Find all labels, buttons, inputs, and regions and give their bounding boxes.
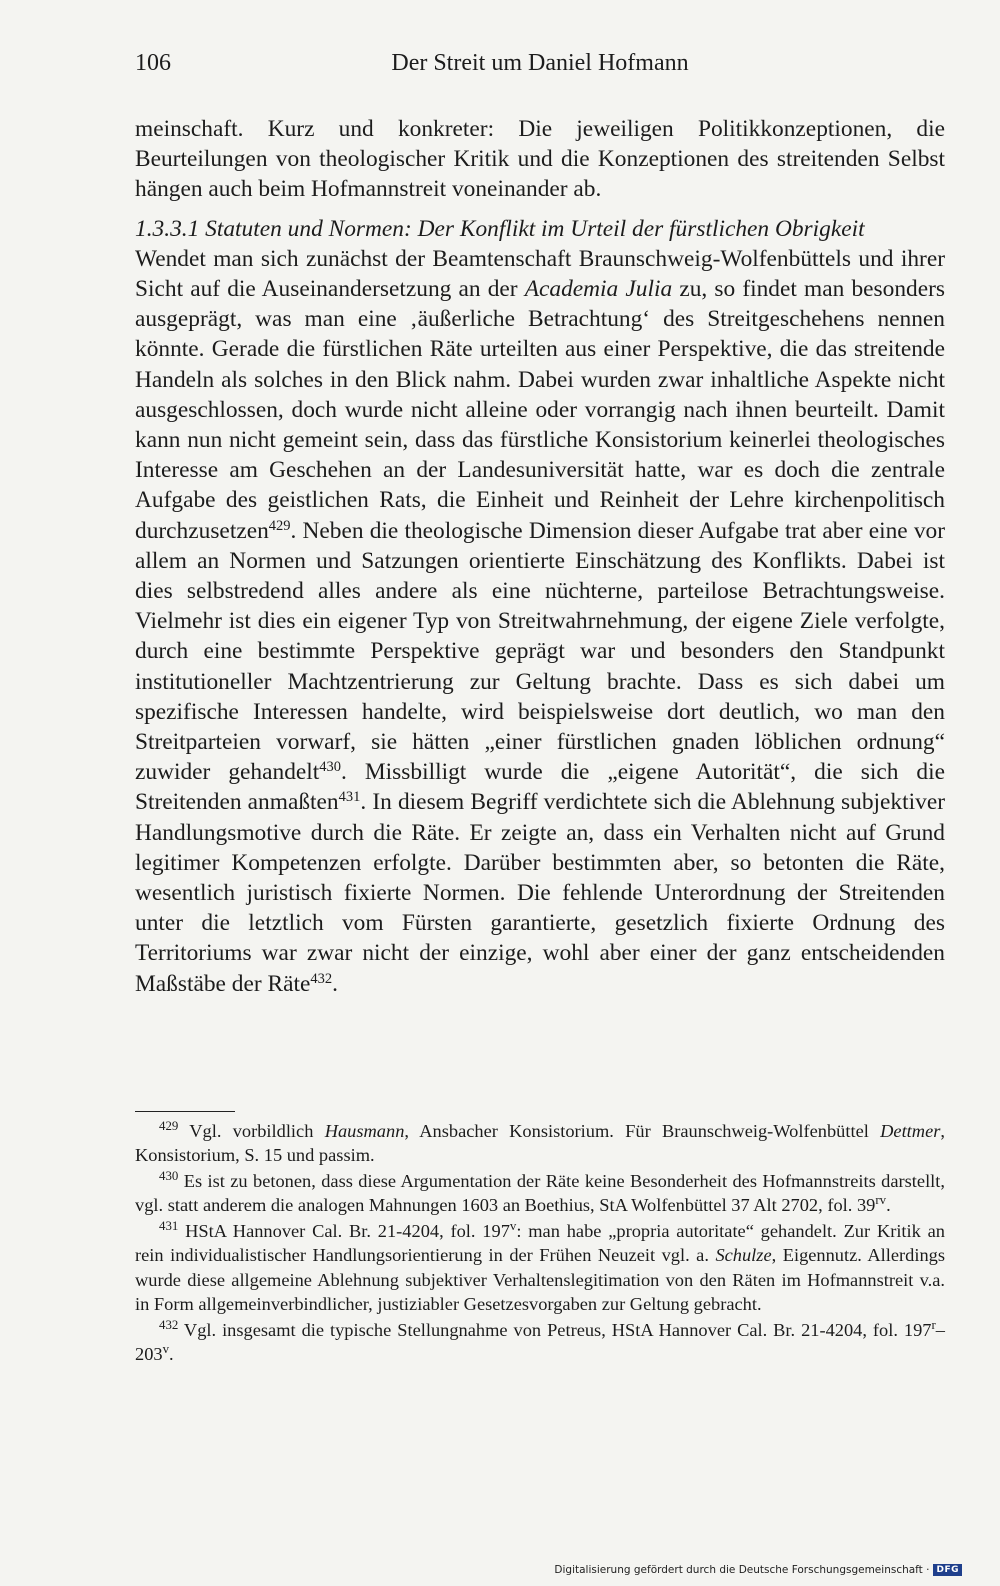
folio-sup: v xyxy=(162,1341,170,1356)
emphasized-term: Academia Julia xyxy=(524,276,673,303)
credit-text: Digitalisierung gefördert durch die Deutsche Forschungsgemeinschaft · xyxy=(554,1564,930,1576)
text-run: . xyxy=(332,970,338,997)
running-title: Der Streit um Daniel Hofmann xyxy=(391,50,689,76)
footnote-divider xyxy=(135,1111,235,1112)
author-name: Hausmann xyxy=(324,1121,405,1141)
text-run: , Ansbacher Konsistorium. Für Braunschweig-Wolfenbüttel xyxy=(404,1121,881,1141)
digitization-credit xyxy=(554,1564,962,1576)
author-name: Schulze xyxy=(715,1245,772,1266)
footnote-ref-430[interactable]: 430 xyxy=(319,759,342,776)
folio-sup: rv xyxy=(875,1193,887,1208)
footnote-number: 431 xyxy=(159,1219,179,1234)
section-heading: 1.3.3.1 Statuten und Normen: Der Konflikt im Urteil der fürstlichen Obrigkeit xyxy=(135,215,865,242)
dfg-logo: DFG xyxy=(933,1564,962,1576)
text-run: . In diesem Begriff verdichtete sich die Ablehnung subjektiver Handlungsmotive durch die Räte. Er zeigte an, dass ein Verhalten nicht auf Grund legitimer Kompetenzen erfolgte. Darüber bestimmten aber, so betonten die Räte, wesentlich juristisch fixierte Normen. Die fehlende Unterordnung der Streitenden unter die letztlich vom Fürsten garantierte, gesetzlich fixierte Ordnung des Territoriums war zwar nicht der einzige, wohl aber einer der ganz entscheidenden Maßstäbe der Räte xyxy=(135,789,945,997)
section-paragraph xyxy=(135,244,945,999)
text-run: –203 xyxy=(135,1319,945,1364)
author-name: Dettmer xyxy=(880,1121,941,1141)
text-run: , Konsistorium, S. 15 und passim. xyxy=(135,1121,945,1166)
text-run: . Missbilligt wurde die „eigene Autorität“, die sich die Streitenden anmaßten xyxy=(135,759,946,816)
folio-sup: r xyxy=(931,1317,936,1332)
footnote-ref-432[interactable]: 432 xyxy=(310,970,333,987)
text-run: Vgl. insgesamt die typische Stellungnahme von Petreus, HStA Hannover Cal. Br. 21-4204, fol. 197 xyxy=(178,1319,932,1340)
main-text xyxy=(135,114,945,999)
text-run: . xyxy=(169,1343,174,1364)
footnote-number: 429 xyxy=(159,1118,179,1133)
text-run: Wendet man sich zunächst der Beamtenschaft Braunschweig-Wolfenbüttels und ihrer Sicht auf die Auseinandersetzung an der xyxy=(135,245,945,303)
text-run: Es ist zu betonen, dass diese Argumentation der Räte keine Besonderheit des Hofmannstreits darstellt, vgl. statt anderem die analogen Mahnungen 1603 an Boethius, StA Wolfenbüttel 37 Alt 2702, fol. 39 xyxy=(135,1171,945,1216)
page-header xyxy=(135,50,945,84)
folio-sup: v xyxy=(509,1219,517,1234)
footnote-ref-429[interactable]: 429 xyxy=(268,517,291,534)
footnote-number: 432 xyxy=(159,1317,179,1332)
footnote-429 xyxy=(135,1119,945,1167)
text-run: Vgl. vorbildlich xyxy=(178,1121,325,1141)
footnote-number: 430 xyxy=(159,1169,179,1184)
text-run: , Eigennutz. Allerdings wurde diese allgemeine Ablehnung subjektiver Verhaltenslegitimation von den Räten im Hofmannstreit v.a. in Form allgemeinverbindlicher, justiziabler Gesetzesvorgaben zur Geltung gebracht. xyxy=(135,1245,945,1314)
intro-paragraph: meinschaft. Kurz und konkreter: Die jeweiligen Politikkonzeptionen, die Beurteilungen von theologischer Kritik und die Konzeptionen des streitenden Selbst hängen auch beim Hofmannstreit voneinander ab. xyxy=(135,116,945,203)
footnotes xyxy=(135,1119,945,1368)
text-run: . Neben die theologische Dimension dieser Aufgabe trat aber eine vor allem an Normen und Satzungen orientierte Einschätzung des Konflikts. Dabei ist dies selbstredend alles andere als eine nüchterne, parteilose Betrachtungsweise. Vielmehr ist dies ein eigener Typ von Streitwahrnehmung, der eigene Ziele verfolgte, durch eine bestimmte Perspektive geprägt war und besonders den Standpunkt institutioneller Machtzentrierung zur Geltung brachte. Dass es sich dabei um spezifische Interessen handelte, wird beispielsweise dort deutlich, wo man den Streitparteien vorwarf, sie hätten „einer fürstlichen gnaden löblichen ordnung“ zuwider gehandelt xyxy=(135,517,945,786)
text-run: . xyxy=(886,1195,891,1216)
footnote-431 xyxy=(135,1219,945,1315)
text-run: : man habe „propria autoritate“ gehandelt. Zur Kritik an rein individualistischer Handlungsorientierung in der Frühen Neuzeit vgl. a. xyxy=(135,1221,945,1266)
page-number: 106 xyxy=(135,50,171,76)
footnote-ref-431[interactable]: 431 xyxy=(338,789,361,806)
text-run: HStA Hannover Cal. Br. 21-4204, fol. 197 xyxy=(178,1221,510,1242)
footnote-432 xyxy=(135,1318,945,1366)
footnote-430 xyxy=(135,1169,945,1217)
text-run: zu, so findet man besonders ausgeprägt, was man eine ‚äußerliche Betrachtung‘ des Streitgeschehens nennen könnte. Gerade die fürstlichen Räte urteilten aus einer Perspektive, die das streitende Handeln als solches in den Blick nahm. Dabei wurden zwar inhaltliche Aspekte nicht ausgeschlossen, doch wurde nicht alleine oder vorrangig nach ihnen beurteilt. Damit kann nun nicht gemeint sein, dass das fürstliche Konsistorium keinerlei theologisches Interesse am Geschehen an der Landesuniversität hatte, war es doch die zentrale Aufgabe des geistlichen Rats, die Einheit und Reinheit der Lehre kirchenpolitisch durchzusetzen xyxy=(135,276,945,544)
